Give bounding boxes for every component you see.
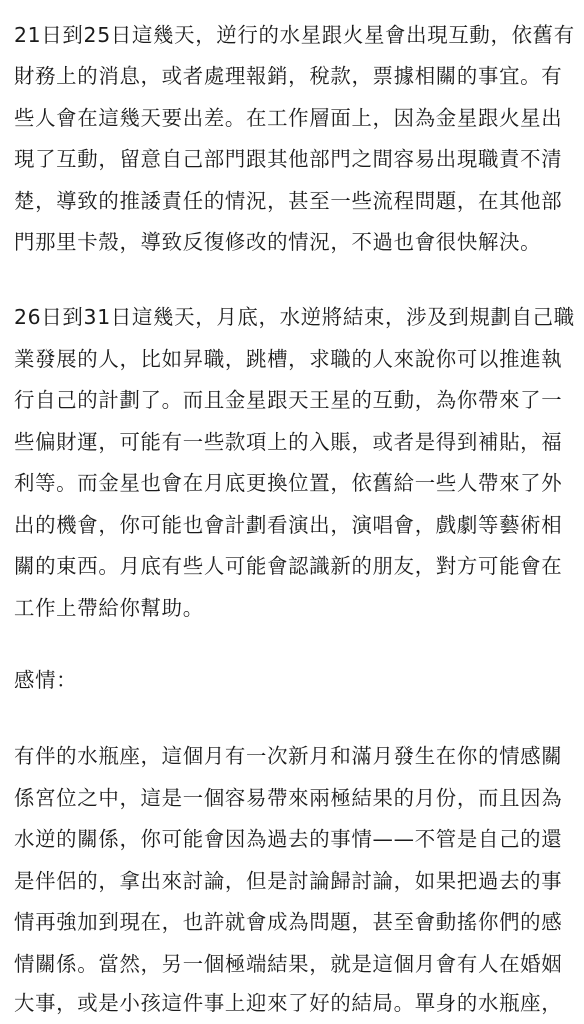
text-line: 26日到31日這幾天，月底，水逆將結束，涉及到規劃自己職 <box>14 305 575 329</box>
text-line: 大事，或是小孩這件事上迎來了好的結局。單身的水瓶座， <box>14 991 563 1015</box>
text-line: 是伴侶的，拿出來討論，但是討論歸討論，如果把過去的事 <box>14 869 563 893</box>
text-line: 利等。而金星也會在月底更換位置，依舊給一些人帶來了外 <box>14 471 563 495</box>
text-line: 出的機會，你可能也會計劃看演出，演唱會，戲劇等藝術相 <box>14 513 563 537</box>
text-line: 財務上的消息，或者處理報銷，稅款，票據相關的事宜。有 <box>14 64 563 88</box>
text-line: 水逆的關係，你可能會因為過去的事情——不管是自己的還 <box>14 827 563 851</box>
text-line: 業發展的人，比如昇職，跳槽，求職的人來說你可以推進執 <box>14 347 563 371</box>
text-line: 情再強加到現在，也許就會成為問題，甚至會動搖你們的感 <box>14 910 563 934</box>
section-heading: 感情： <box>14 668 78 692</box>
text-line: 21日到25日這幾天，逆行的水星跟火星會出現互動，依舊有 <box>14 23 575 47</box>
text-line: 門那里卡殼，導致反復修改的情況，不過也會很快解決。 <box>14 230 542 254</box>
text-line: 些人會在這幾天要出差。在工作層面上，因為金星跟火星出 <box>14 106 563 130</box>
text-line: 楚，導致的推諉責任的情況，甚至一些流程問題，在其他部 <box>14 189 563 213</box>
text-line: 情關係。當然，另一個極端結果，就是這個月會有人在婚姻 <box>14 952 563 976</box>
text-line: 關的東西。月底有些人可能會認識新的朋友，對方可能會在 <box>14 554 563 578</box>
text-line: 行自己的計劃了。而且金星跟天王星的互動，為你帶來了一 <box>14 388 563 412</box>
text-line: 有伴的水瓶座，這個月有一次新月和滿月發生在你的情感關 <box>14 744 563 768</box>
text-line: 係宮位之中，這是一個容易帶來兩極結果的月份，而且因為 <box>14 786 563 810</box>
text-line: 工作上帶給你幫助。 <box>14 596 204 620</box>
text-line: 些偏財運，可能有一些款項上的入賬，或者是得到補貼，福 <box>14 430 563 454</box>
text-line: 現了互動，留意自己部門跟其他部門之間容易出現職責不清 <box>14 147 563 171</box>
